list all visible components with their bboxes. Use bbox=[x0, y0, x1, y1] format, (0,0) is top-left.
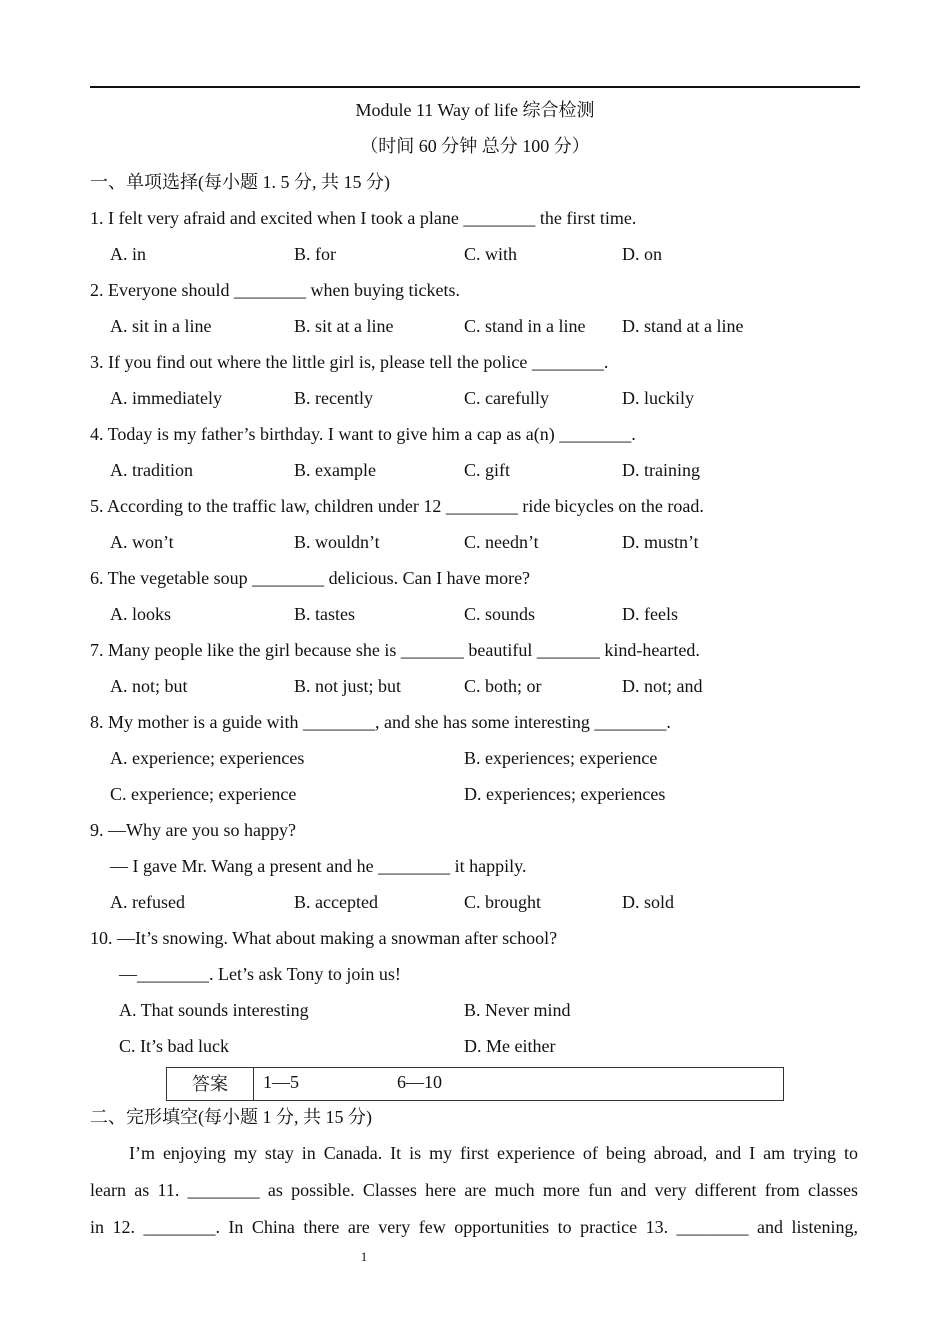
option-a: A. immediately bbox=[110, 388, 222, 408]
option-c: C. brought bbox=[464, 892, 542, 912]
question-stem: 2. Everyone should ________ when buying tickets. bbox=[90, 280, 460, 300]
option-b: B. sit at a line bbox=[294, 316, 394, 336]
question-stem: 10. —It’s snowing. What about making a snowman after school? bbox=[90, 928, 558, 948]
option-b: B. Never mind bbox=[464, 1000, 571, 1020]
option-a: A. experience; experiences bbox=[110, 748, 305, 768]
option-a: A. tradition bbox=[110, 460, 193, 480]
option-d: D. sold bbox=[622, 892, 675, 912]
option-d: D. stand at a line bbox=[622, 316, 744, 336]
option-d: D. Me either bbox=[464, 1036, 556, 1056]
option-d: D. feels bbox=[622, 604, 678, 624]
option-d: D. not; and bbox=[622, 676, 703, 696]
passage-line: learn as 11. ________ as possible. Classes here are much more fun and very different from classes bbox=[90, 1180, 858, 1200]
option-c: C. sounds bbox=[464, 604, 536, 624]
option-b: B. example bbox=[294, 460, 376, 480]
option-b: B. tastes bbox=[294, 604, 355, 624]
question-stem: 5. According to the traffic law, children under 12 ________ ride bicycles on the road. bbox=[90, 496, 704, 516]
page-number: 1 bbox=[360, 1249, 368, 1264]
answer-range-2: 6—10 bbox=[397, 1072, 442, 1092]
option-c: C. carefully bbox=[464, 388, 549, 408]
option-c: C. stand in a line bbox=[464, 316, 586, 336]
option-b: B. experiences; experience bbox=[464, 748, 658, 768]
option-c: C. It’s bad luck bbox=[119, 1036, 229, 1056]
option-b: B. accepted bbox=[294, 892, 378, 912]
question-stem-reply: —________. Let’s ask Tony to join us! bbox=[119, 964, 401, 984]
option-b: B. recently bbox=[294, 388, 373, 408]
question-stem: 3. If you find out where the little girl is, please tell the police ________. bbox=[90, 352, 609, 372]
passage-line: in 12. ________. In China there are very few opportunities to practice 13. ________ and listening, bbox=[90, 1217, 858, 1237]
option-c: C. gift bbox=[464, 460, 511, 480]
option-d: D. experiences; experiences bbox=[464, 784, 666, 804]
option-d: D. mustn’t bbox=[622, 532, 699, 552]
option-b: B. wouldn’t bbox=[294, 532, 380, 552]
option-a: A. refused bbox=[110, 892, 185, 912]
option-b: B. not just; but bbox=[294, 676, 402, 696]
answer-range-1: 1—5 bbox=[263, 1072, 299, 1092]
option-a: A. won’t bbox=[110, 532, 174, 552]
option-a: A. in bbox=[110, 244, 146, 264]
option-c: C. needn’t bbox=[464, 532, 539, 552]
answer-table bbox=[166, 1067, 784, 1101]
section2-heading: 二、完形填空(每小题 1 分, 共 15 分) bbox=[90, 1107, 372, 1127]
option-c: C. experience; experience bbox=[110, 784, 297, 804]
answer-label: 答案 bbox=[192, 1074, 228, 1094]
option-c: C. with bbox=[464, 244, 518, 264]
option-a: A. looks bbox=[110, 604, 172, 624]
page-title: Module 11 Way of life 综合检测 bbox=[355, 100, 595, 120]
option-a: A. That sounds interesting bbox=[119, 1000, 309, 1020]
question-stem: 9. —Why are you so happy? bbox=[90, 820, 296, 840]
option-b: B. for bbox=[294, 244, 336, 264]
option-c: C. both; or bbox=[464, 676, 542, 696]
option-d: D. training bbox=[622, 460, 700, 480]
passage-line: I’m enjoying my stay in Canada. It is my first experience of being abroad, and I am trying to bbox=[129, 1143, 858, 1163]
table-divider bbox=[253, 1068, 254, 1100]
option-a: A. not; but bbox=[110, 676, 188, 696]
question-stem-reply: — I gave Mr. Wang a present and he ________ it happily. bbox=[110, 856, 527, 876]
top-rule bbox=[90, 86, 860, 88]
page-subtitle: （时间 60 分钟 总分 100 分） bbox=[360, 136, 590, 156]
option-a: A. sit in a line bbox=[110, 316, 212, 336]
option-d: D. luckily bbox=[622, 388, 694, 408]
question-stem: 1. I felt very afraid and excited when I took a plane ________ the first time. bbox=[90, 208, 637, 228]
question-stem: 7. Many people like the girl because she is _______ beautiful _______ kind-hearted. bbox=[90, 640, 700, 660]
question-stem: 8. My mother is a guide with ________, and she has some interesting ________. bbox=[90, 712, 671, 732]
question-stem: 4. Today is my father’s birthday. I want to give him a cap as a(n) ________. bbox=[90, 424, 636, 444]
section1-heading: 一、单项选择(每小题 1. 5 分, 共 15 分) bbox=[90, 172, 390, 192]
question-stem: 6. The vegetable soup ________ delicious. Can I have more? bbox=[90, 568, 531, 588]
option-d: D. on bbox=[622, 244, 662, 264]
